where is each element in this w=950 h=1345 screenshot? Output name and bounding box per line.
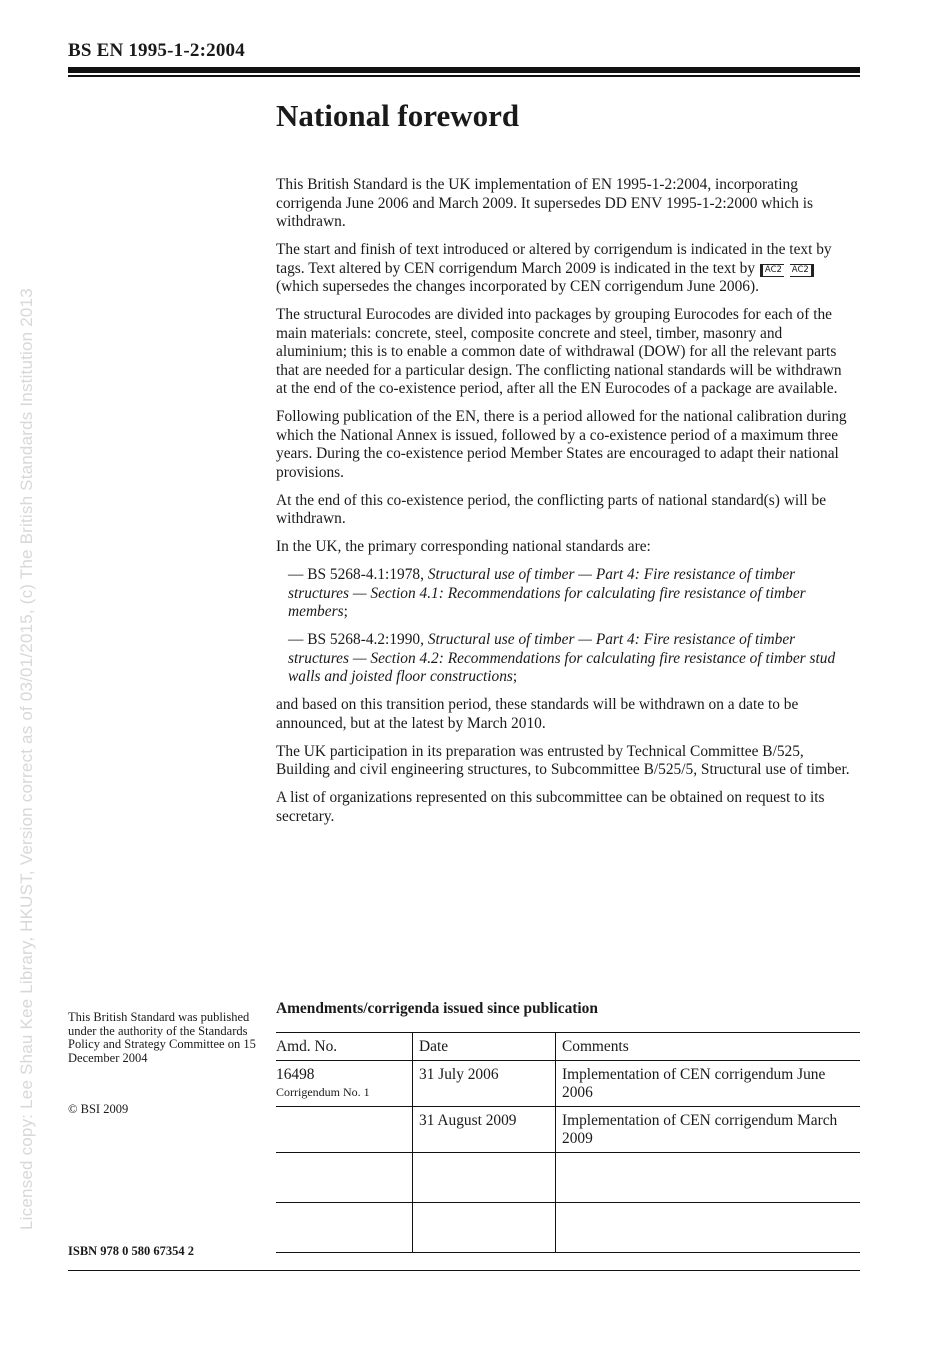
- cell-amd-no: [276, 1106, 413, 1152]
- amd-sub-label: Corrigendum No. 1: [276, 1085, 370, 1099]
- amd-number: 16498: [276, 1065, 315, 1083]
- header-rule-thin: [68, 75, 860, 77]
- list-item-title: Structural use of timber — Part 4: Fire resistance of timber structures — Section 4.2: Recommendations for calculating fire resistance of timber stud walls and joisted floor constructions: [288, 631, 836, 685]
- publication-note: This British Standard was published under the authority of the Standards Policy and Strategy Committee on 15 December 2004: [68, 1010, 256, 1065]
- paragraph-transition: and based on this transition period, these standards will be withdrawn on a date to be announced, but at the latest by March 2010.: [276, 696, 799, 732]
- column-header-date: Date: [413, 1033, 556, 1061]
- paragraph-uk-standards: In the UK, the primary corresponding national standards are:: [276, 538, 651, 555]
- ac2-open-tag-icon: AC2: [760, 264, 784, 277]
- cell-empty: [556, 1152, 861, 1202]
- page-title: National foreword: [276, 98, 520, 133]
- paragraph-implementation: This British Standard is the UK implementation of EN 1995-1-2:2004, incorporating corrigenda June 2006 and March 2009. It supersedes DD ENV 1995-1-2:2000 which is withdrawn.: [276, 176, 813, 230]
- isbn: ISBN 978 0 580 67354 2: [68, 1244, 195, 1258]
- table-row: [276, 1106, 860, 1152]
- paragraph-corrigendum-tags: [276, 241, 851, 297]
- cell-comments: Implementation of CEN corrigendum June 2006: [556, 1060, 861, 1106]
- cell-date: 31 July 2006: [413, 1060, 556, 1106]
- paragraph-text: The start and finish of text introduced or altered by corrigendum is indicated in the text by tags. Text altered by CEN corrigendum March 2009 is indicated in the text by: [276, 241, 832, 277]
- amendments-table: [276, 1032, 860, 1253]
- license-watermark: Licensed copy: Lee Shau Kee Library, HKUST, Version correct as of 03/01/2015, (c) The British Standards Institution 2013: [17, 288, 36, 1230]
- header-rule-thick: [68, 67, 860, 73]
- cell-empty: [556, 1202, 861, 1252]
- table-header-row: [276, 1033, 860, 1061]
- list-item: [288, 566, 851, 622]
- list-item-suffix: ;: [343, 603, 348, 620]
- standard-number: BS EN 1995-1-2:2004: [68, 40, 245, 61]
- paragraph-uk-participation: The UK participation in its preparation was entrusted by Technical Committee B/525, Building and civil engineering structures, to Subcommittee B/525/5, Structural use of timber.: [276, 742, 850, 778]
- cell-comments: Implementation of CEN corrigendum March 2009: [556, 1106, 861, 1152]
- table-row-empty: [276, 1202, 860, 1252]
- paragraph-coexistence-end: At the end of this co-existence period, the conflicting parts of national standard(s) will be withdrawn.: [276, 491, 827, 527]
- paragraph-organizations: A list of organizations represented on this subcommittee can be obtained on request to its secretary.: [276, 789, 825, 825]
- list-item-ref: — BS 5268-4.2:1990,: [288, 631, 428, 648]
- cell-date: 31 August 2009: [413, 1106, 556, 1152]
- table-row: [276, 1060, 860, 1106]
- list-item-title: Structural use of timber — Part 4: Fire resistance of timber structures — Section 4.1: Recommendations for calculating fire resistance of timber members: [288, 566, 806, 620]
- list-item-ref: — BS 5268-4.1:1978,: [288, 566, 428, 583]
- table-row-empty: [276, 1152, 860, 1202]
- list-item-suffix: ;: [512, 668, 518, 685]
- amendments-heading: Amendments/corrigenda issued since publication: [276, 1000, 598, 1017]
- foreword-body: [276, 176, 851, 836]
- ac2-close-tag-icon: AC2: [790, 264, 814, 277]
- cell-empty: [413, 1152, 556, 1202]
- cell-empty: [413, 1202, 556, 1252]
- paragraph-national-calibration: Following publication of the EN, there is a period allowed for the national calibration during which the National Annex is issued, followed by a co-existence period of a maximum three years. During the co-existence period Member States are encouraged to adapt their national provisions.: [276, 408, 847, 481]
- list-item: [288, 631, 851, 687]
- copyright-notice: © BSI 2009: [68, 1102, 129, 1116]
- cell-empty: [276, 1152, 413, 1202]
- footer-rule: [68, 1270, 860, 1271]
- paragraph-text: (which supersedes the changes incorporated by CEN corrigendum June 2006).: [276, 278, 759, 295]
- cell-empty: [276, 1202, 413, 1252]
- paragraph-eurocode-packages: The structural Eurocodes are divided into packages by grouping Eurocodes for each of the main materials: concrete, steel, composite concrete and steel, timber, masonry and aluminium; this is to enable a common date of withdrawal (DOW) for all the relevant parts that are needed for a particular design. The conflicting national standards will be withdrawn at the end of the co-existence period, after all the EN Eurocodes of a package are available.: [276, 306, 842, 397]
- column-header-comments: Comments: [556, 1033, 861, 1061]
- column-header-amd-no: Amd. No.: [276, 1033, 413, 1061]
- cell-amd-no: [276, 1060, 413, 1106]
